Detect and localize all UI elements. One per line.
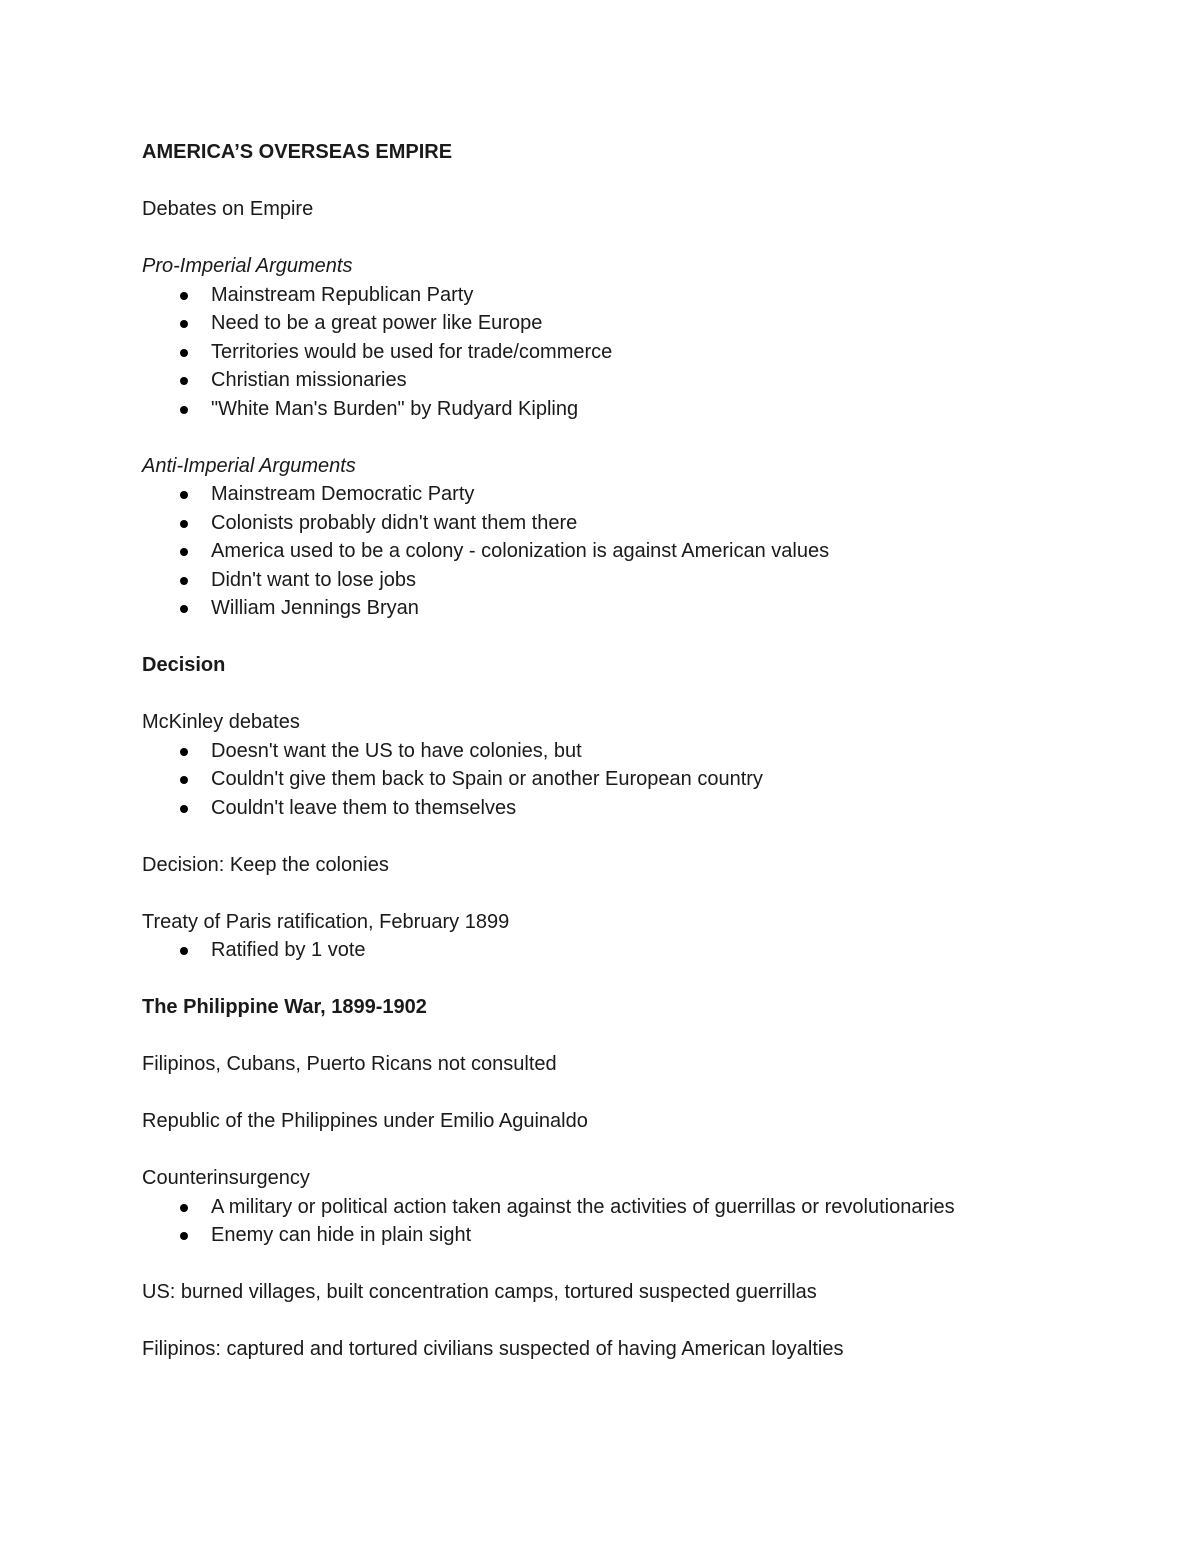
bullet-icon: [180, 776, 188, 784]
us-actions-text: US: burned villages, built concentration camps, tortured suspected guerrillas: [142, 1281, 817, 1303]
bullet-icon: [180, 520, 188, 528]
list-item-text: Couldn't leave them to themselves: [211, 796, 517, 819]
list-item-text: Territories would be used for trade/commerce: [211, 340, 613, 363]
bullet-icon: [180, 377, 188, 385]
list-item: [142, 309, 1142, 338]
list-item-text: Enemy can hide in plain sight: [211, 1224, 472, 1246]
spacer: [142, 224, 1142, 253]
treaty-heading: Treaty of Paris ratification, February 1899: [142, 910, 510, 933]
list-item: [142, 1221, 1142, 1250]
document-page: [142, 138, 1142, 1364]
treaty-list: [142, 936, 1142, 965]
list-item-text: William Jennings Bryan: [211, 597, 419, 619]
philippine-war-heading: The Philippine War, 1899-1902: [142, 996, 427, 1018]
spacer: [142, 1136, 1142, 1165]
list-item: [142, 509, 1142, 538]
list-item-text: "White Man's Burden" by Rudyard Kipling: [211, 397, 579, 420]
list-item: [142, 566, 1142, 595]
pro-imperial-heading: Pro-Imperial Arguments: [142, 255, 353, 277]
list-item-text: Need to be a great power like Europe: [211, 312, 543, 334]
list-item-text: Christian missionaries: [211, 369, 407, 391]
spacer: [142, 680, 1142, 709]
list-item-text: Didn't want to lose jobs: [211, 568, 417, 591]
republic-text: Republic of the Philippines under Emilio Aguinaldo: [142, 1110, 588, 1132]
filipino-actions-text: Filipinos: captured and tortured civilians suspected of having American loyalties: [142, 1338, 844, 1360]
debates-heading: Debates on Empire: [142, 198, 314, 220]
list-item-text: Doesn't want the US to have colonies, but: [211, 739, 582, 762]
spacer: [142, 623, 1142, 652]
spacer: [142, 879, 1142, 908]
list-item-text: America used to be a colony - colonization is against American values: [211, 540, 830, 562]
list-item: [142, 338, 1142, 367]
mckinley-list: [142, 737, 1142, 823]
mckinley-heading: McKinley debates: [142, 711, 300, 733]
list-item-text: Ratified by 1 vote: [211, 939, 366, 961]
list-item: [142, 281, 1142, 310]
counterinsurgency-list: [142, 1193, 1142, 1250]
list-item: [142, 480, 1142, 509]
bullet-icon: [180, 1204, 188, 1212]
list-item: [142, 395, 1142, 424]
anti-imperial-heading: Anti-Imperial Arguments: [142, 454, 356, 477]
bullet-icon: [180, 947, 188, 955]
list-item: [142, 594, 1142, 623]
bullet-icon: [180, 406, 188, 414]
spacer: [142, 1079, 1142, 1108]
list-item-text: A military or political action taken against the activities of guerrillas or revolutionaries: [211, 1195, 955, 1218]
pro-imperial-list: [142, 281, 1142, 424]
spacer: [142, 423, 1142, 452]
bullet-icon: [180, 349, 188, 357]
not-consulted-text: Filipinos, Cubans, Puerto Ricans not consulted: [142, 1053, 557, 1075]
list-item: [142, 737, 1142, 766]
list-item: [142, 537, 1142, 566]
anti-imperial-list: [142, 480, 1142, 623]
bullet-icon: [180, 577, 188, 585]
list-item-text: Colonists probably didn't want them there: [211, 511, 578, 534]
list-item-text: Mainstream Republican Party: [211, 283, 474, 306]
list-item: [142, 366, 1142, 395]
bullet-icon: [180, 548, 188, 556]
spacer: [142, 1307, 1142, 1336]
decision-heading: Decision: [142, 654, 226, 676]
list-item-text: Couldn't give them back to Spain or another European country: [211, 768, 763, 790]
list-item-text: Mainstream Democratic Party: [211, 483, 475, 505]
bullet-icon: [180, 805, 188, 813]
bullet-icon: [180, 605, 188, 613]
bullet-icon: [180, 748, 188, 756]
spacer: [142, 822, 1142, 851]
spacer: [142, 1022, 1142, 1051]
bullet-icon: [180, 491, 188, 499]
spacer: [142, 965, 1142, 994]
decision-text: Decision: Keep the colonies: [142, 853, 389, 876]
bullet-icon: [180, 320, 188, 328]
spacer: [142, 1250, 1142, 1279]
list-item: [142, 765, 1142, 794]
document-title: AMERICA’S OVERSEAS EMPIRE: [142, 141, 453, 163]
bullet-icon: [180, 1232, 188, 1240]
list-item: [142, 1193, 1142, 1222]
counterinsurgency-heading: Counterinsurgency: [142, 1167, 310, 1189]
list-item: [142, 936, 1142, 965]
list-item: [142, 794, 1142, 823]
bullet-icon: [180, 292, 188, 300]
spacer: [142, 167, 1142, 196]
